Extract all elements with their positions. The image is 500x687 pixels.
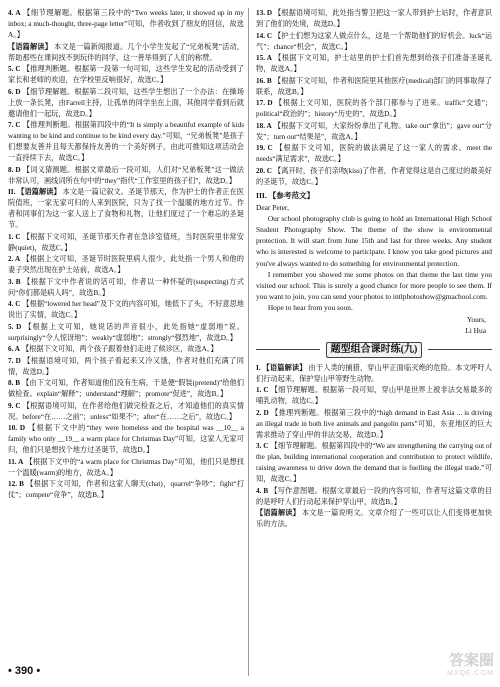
essay-section-label: III. 【参考范文】 [256,190,315,200]
explanation-text: 【离开时，孩子们亲吻(kiss)了作者，作者觉得这是自己度过的最美好的圣诞节，故选C。】 [256,166,492,186]
answer-item [8,479,244,501]
answer-item [8,64,244,86]
watermark-logo [404,652,494,678]
section-heading [256,342,492,358]
explanation-text: 【根据语境可知，在作者给他们做完检查之后，才知道他们的真实情况。before“在……之前”；unless“如果不”；after“在……之后”，故选C。】 [8,401,244,421]
summary-label: 【语篇解读】 [256,509,300,518]
explanation-text: 【推理判断题。根据第四段中的“It is simply a beautiful example of kids wanting to be kind and continue to be kind every day.”可知，“兄弟板凳”是孩子们想要友善并且每天都保持友善的一个美好例子，由此可推知这项活动会一直持续下去，故选C。】 [8,121,244,162]
answer-number: 1. C [256,386,269,395]
answer-item [256,166,492,188]
essay-paragraph-3: Hope to hear from you soon. [267,303,353,313]
answer-item [8,87,244,120]
answer-item [8,457,244,479]
explanation-text: 【推理判断题。根据第一段第一句可知，这些学生发起的活动受到了家长和老师的欢迎，在学校里反响很好，故选C。】 [8,65,244,84]
answer-number: 5. C [8,65,21,73]
answer-number: 12. B [8,480,24,488]
explanation-text: 【细节理解题。根据第三段中的“Two weeks later, it showed up in my inbox; a much-thought, three-page letter”可知，作者收到了朋友的回信，故选A。】 [8,9,244,39]
explanation-text: 【护士们想为这家人做点什么，这是一个帮助他们的好机会。luck“运气”；chance“机会”，故选C。】 [256,31,492,51]
explanation-text: 【根据“lowered her head”及下文的内容可知，她低下了头，不好意思地说出了实情，故选C。】 [8,300,244,319]
answer-item [256,31,492,53]
answer-item [8,120,244,164]
passage-summary [256,363,492,385]
explanation-text: 【根据下文中的“a warm place for Christmas Day”可知，他们只是想找一个温暖(warm)的地方，故选A。】 [8,457,244,477]
explanation-text: 本文是一篇记叙文。圣诞节那天，作为护士的作者正在医院值班，一家无家可归的人来到医院，只为了找一个温暖的地方过节。作者和同事们为这一家人送上了食物和礼物，让他们度过了一个难忘的圣诞节。 [8,188,244,229]
explanation-text: 【根据上文可知，医院的各个部门都参与了进来。traffic“交通”；political“政治的”；history“历史的”，故选D。】 [256,99,492,118]
cloze-answers-continued [256,8,492,188]
answer-number: 6. D [8,87,21,96]
section-heading-title: 题型组合课时练(九) [326,342,423,358]
watermark-logo-text: 答案圈 [448,652,494,669]
essay-closing: Yours, [466,314,486,324]
answer-item [8,378,244,400]
explanation-text: 【根据下文可知，作者和这家人聊天(chat)，quarrel“争吵”；fight“打仗”；compete“竞争”，故选B。】 [8,480,244,499]
answer-item [8,423,244,456]
answer-number: 19. C [256,144,273,152]
left-column [8,8,244,660]
explanation-text: 【细节理解题。根据第二段可知，这些学生想出了一个办法：在操场上放一条长凳，由Farrell主持，让孤单的同学坐在上面，其他同学看到后就邀请他们一起玩，故选D。】 [8,87,244,118]
watermark-url-text: MXQE.COM [447,670,494,677]
answer-number: 5. D [8,322,22,331]
answer-number: 4. B [256,486,269,495]
explanation-text: 【根据上文可知，圣诞节时医院里病人很少，此处指一个男人和他的妻子突然出现在护士站前，故选A。】 [8,255,244,274]
answer-number: 8. D [8,165,21,174]
answer-number: 6. A [8,345,20,353]
heading-rule-right [428,349,492,350]
explanation-text: 【细节理解题。根据第四段中的“We are strengthening the carrying out of the plan, building international cooperation and contribution to protect wildlife, raising awareness to drive down the demand that is fuelling the illegal trade.”可知，故选C。】 [256,442,492,484]
explanation-text: 【根据语境可知，此处指当警卫把这一家人带到护士站时，作者意识到了他们的处境，故选D。】 [256,9,492,28]
answer-number: 9. C [8,401,21,410]
answer-number: 7. C [8,121,21,129]
model-essay [256,202,492,336]
answer-item [8,322,244,344]
explanation-text: 【推理判断题。根据第三段中的“high demand in East Asia ... is driving an illegal trade in both live animals and pangolin parts”可知，东亚地区的巨大需求推动了穿山甲的非法交易，故选D。】 [256,408,492,439]
answer-item [8,356,244,378]
answer-number: 15. A [256,54,272,62]
answer-item [256,53,492,75]
essay-signature: Li Hua [465,325,486,335]
answer-number: 13. D [256,9,273,17]
column-divider [248,8,249,676]
answer-number: 8. B [8,379,21,387]
explanation-text: 【由下文可知，作者知道他们没有生病，于是便“假装(pretend)”给他们做检查。explain“解释”；understand“理解”；promote“促进”，故选B。】 [8,379,244,398]
explanation-text: 【根据上文可知，她说话的声音很小，此处指她“虚弱地”说。surprisingly“令人惊讶地”；weakly“虚弱地”；strongly“强烈地”，故选D。】 [8,322,244,342]
summary-label: II. 【语篇解读】 [8,188,61,196]
answer-item [8,299,244,321]
summary-label: I. 【语篇解读】 [256,363,307,372]
explanation-text: 【根据下文中作者说的话可知，作者以一种怀疑的(suspecting)方式问“你们都是病人吗”，故选B。】 [8,277,244,297]
right-column [256,8,492,676]
answer-item [256,121,492,143]
answer-item [256,76,492,98]
explanation-text: 【根据下文可知，护士站里的护士们首先想到给孩子们准备圣诞礼物，故选A。】 [256,54,492,73]
answer-item [8,165,244,187]
answer-item [8,232,244,254]
answer-item [8,8,244,41]
explanation-text: 【根据下文可知，作者和医院里其他医疗(medical)部门的同事取得了联系，故选B。】 [256,76,492,96]
answer-number: 4. A [8,9,21,17]
explanation-text: 【根据下文中的“they were homeless and the hospital was __10__ a family who only __19__ a warm place for Christmas Day”可知，这家人无家可归，他们只是想找个地方过圣诞节，故选D。】 [8,424,244,454]
answer-number: 3. B [8,277,21,286]
explanation-text: 【词义猜测题。根据文章最后一段可知，人们对“兄弟板凳”这一做法非常认可，画线词所在句中的“they”指代“工作室里的孩子们”，故选D。】 [8,165,244,185]
answer-item [8,344,244,355]
answer-number: 16. B [256,76,272,85]
answer-item [256,143,492,165]
answer-item [256,486,492,508]
answer-item [256,408,492,441]
explanation-text: 本文是一篇新闻报道。几个小学生发起了“兄弟板凳”活动，帮助那些在课间找不到玩伴的同学，这一善举得到了人们的称赞。 [8,42,244,62]
answer-item [8,277,244,299]
answer-number: 10. D [8,424,26,432]
answer-item [256,385,492,407]
explanation-text: 【根据语境可知，两个孩子看起来又冷又饿，作者对他们充满了同情，故选D。】 [8,356,244,376]
answer-item [8,401,244,423]
answer-number: 7. D [8,356,21,365]
reading-answers [256,363,492,531]
answer-item [8,254,244,276]
essay-paragraph-1: Our school photography club is going to hold an International High School Student Photography Show. The theme of the show is environmental protection. It will start from June 15th and last for three weeks. Any student who is interested is welcome to participate. I know you take good pictures and you've always wanted to do something for environmental protection. [256,213,492,268]
explanation-text: 【写作意图题。根据文章最后一段的内容可知，作者写这篇文章的目的是呼吁人们行动起来保护穿山甲，故选B。】 [256,486,492,506]
passage-summary [8,42,244,64]
answer-number: 17. D [256,99,273,107]
essay-greeting: Dear Peter, [256,202,289,212]
answer-number: 4. C [8,300,21,308]
explanation-text: 【根据下文可知，大家纷纷拿出了礼物。take out“拿出”；gave out“分发”；turn out“结果是”，故选A。】 [256,121,492,141]
explanation-text: 本文是一篇说明文。文章介绍了一些可以让人们变得更加快乐的方法。 [256,509,492,529]
answer-number: 1. C [8,232,21,241]
passage-summary [256,508,492,530]
explanation-text: 由于人类的捕猎，穿山甲正面临灭绝的危险。本文呼吁人们行动起来，保护穿山甲等野生动物。 [256,363,492,383]
heading-rule-left [256,349,320,350]
answer-number: 20. C [256,166,272,175]
answer-item [256,441,492,485]
summary-label: 【语篇解读】 [8,42,53,51]
passage-summary [8,187,244,231]
answer-number: 2. A [8,255,21,263]
essay-paragraph-2: I remember you showed me some photos on that theme the last time you visited our school. This is surely a good chance for more people to see them. If you want to join, you can send your photos to intlphotoshow@gmachool.com. [256,269,492,302]
answer-number: 18. A [256,121,272,130]
answer-item [256,8,492,30]
answer-number: 3. C [256,442,269,451]
answer-number: 2. D [256,408,269,417]
answer-item [256,98,492,120]
explanation-text: 【根据下文可知，两个孩子跟着他们走进了候诊区，故选A。】 [21,345,218,353]
answer-number: 14. C [256,31,273,40]
explanation-text: 【根据下文可知，医院的做法满足了这一家人的需求。meet the needs“满足需求”，故选C。】 [256,144,492,163]
answer-number: 11. A [8,457,24,466]
explanation-text: 【细节理解题。根据第一段可知，穿山甲是世界上被非法交易最多的哺乳动物，故选C。】 [256,386,492,406]
explanation-text: 【根据下文可知，圣诞节那天作者在急诊室值班，当时医院里非常安静(quiet)，故选C。】 [8,232,244,252]
page-number: • 390 • [8,665,41,677]
